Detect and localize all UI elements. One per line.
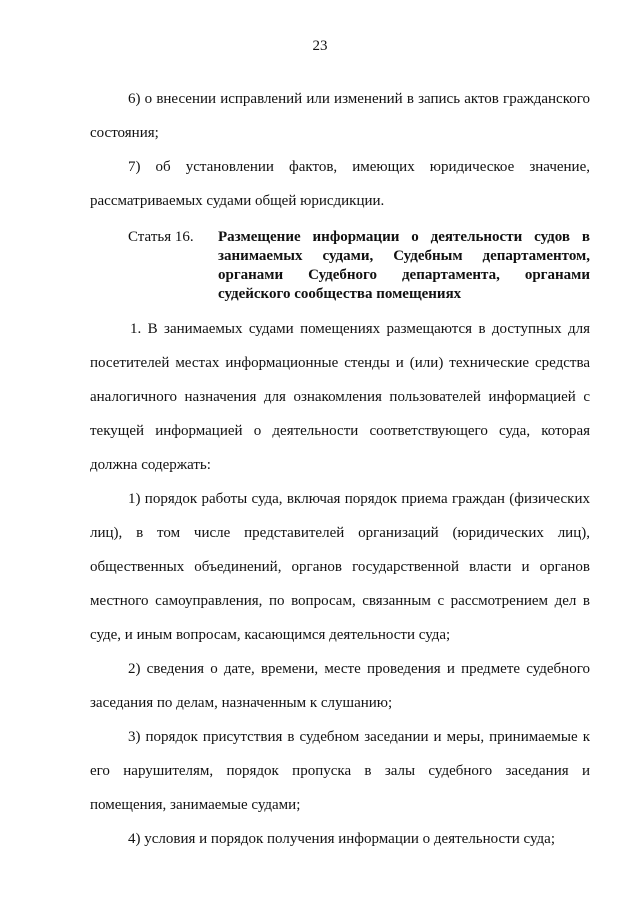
article-title-line: занимаемых судами, Судебным департаментом, [218, 248, 590, 264]
article-title-line: судейского сообщества помещениях [218, 286, 462, 302]
paragraph-1-line-1: 1. В занимаемых судами помещениях размещаются в доступных для [130, 321, 590, 337]
list-item-6-line-2: состояния; [90, 125, 159, 141]
article-title-line: органами Судебного департамента, органами [218, 267, 590, 283]
list-top [90, 82, 590, 218]
item-1-line-4: местного самоуправления, по вопросам, связанным с рассмотрением дел в [90, 593, 590, 609]
article-label: Статья 16. [128, 229, 194, 245]
item-1-line-3: общественных объединений, органов государственной власти и органов [90, 559, 590, 575]
item-2-line-2: заседания по делам, назначенным к слушанию; [90, 695, 393, 711]
item-1-line-2: лиц), в том числе представителей организаций (юридических лиц), [90, 525, 590, 541]
article-title [218, 228, 590, 304]
item-3-line-2: его нарушителям, порядок пропуска в залы судебного заседания и [90, 763, 590, 779]
item-1-line-5: суде, и иным вопросам, касающимся деятельности суда; [90, 627, 451, 643]
list-item-7-line-2: рассматриваемых судами общей юрисдикции. [90, 193, 385, 209]
page-number: 23 [312, 38, 328, 54]
list-item-6-line-1: 6) о внесении исправлений или изменений в запись актов гражданского [128, 91, 590, 107]
paragraph-1-line-4: текущей информацией о деятельности соответствующего суда, которая [90, 423, 590, 439]
list-item-7-line-1: 7) об установлении фактов, имеющих юридическое значение, [128, 159, 590, 175]
paragraph-1-line-2: посетителей местах информационные стенды и (или) технические средства [90, 355, 590, 371]
article-body [90, 312, 590, 856]
paragraph-1-line-3: аналогичного назначения для ознакомления пользователей информацией с [90, 389, 590, 405]
item-3-line-1: 3) порядок присутствия в судебном заседании и меры, принимаемые к [128, 729, 590, 745]
item-1-line-1: 1) порядок работы суда, включая порядок приема граждан (физических [128, 491, 590, 507]
item-2-line-1: 2) сведения о дате, времени, месте проведения и предмете судебного [128, 661, 590, 677]
paragraph-1-line-5: должна содержать: [90, 457, 211, 473]
item-3-line-3: помещения, занимаемые судами; [90, 797, 301, 813]
item-4-line-1: 4) условия и порядок получения информации о деятельности суда; [128, 831, 556, 847]
article-title-line: Размещение информации о деятельности судов в [218, 229, 590, 245]
